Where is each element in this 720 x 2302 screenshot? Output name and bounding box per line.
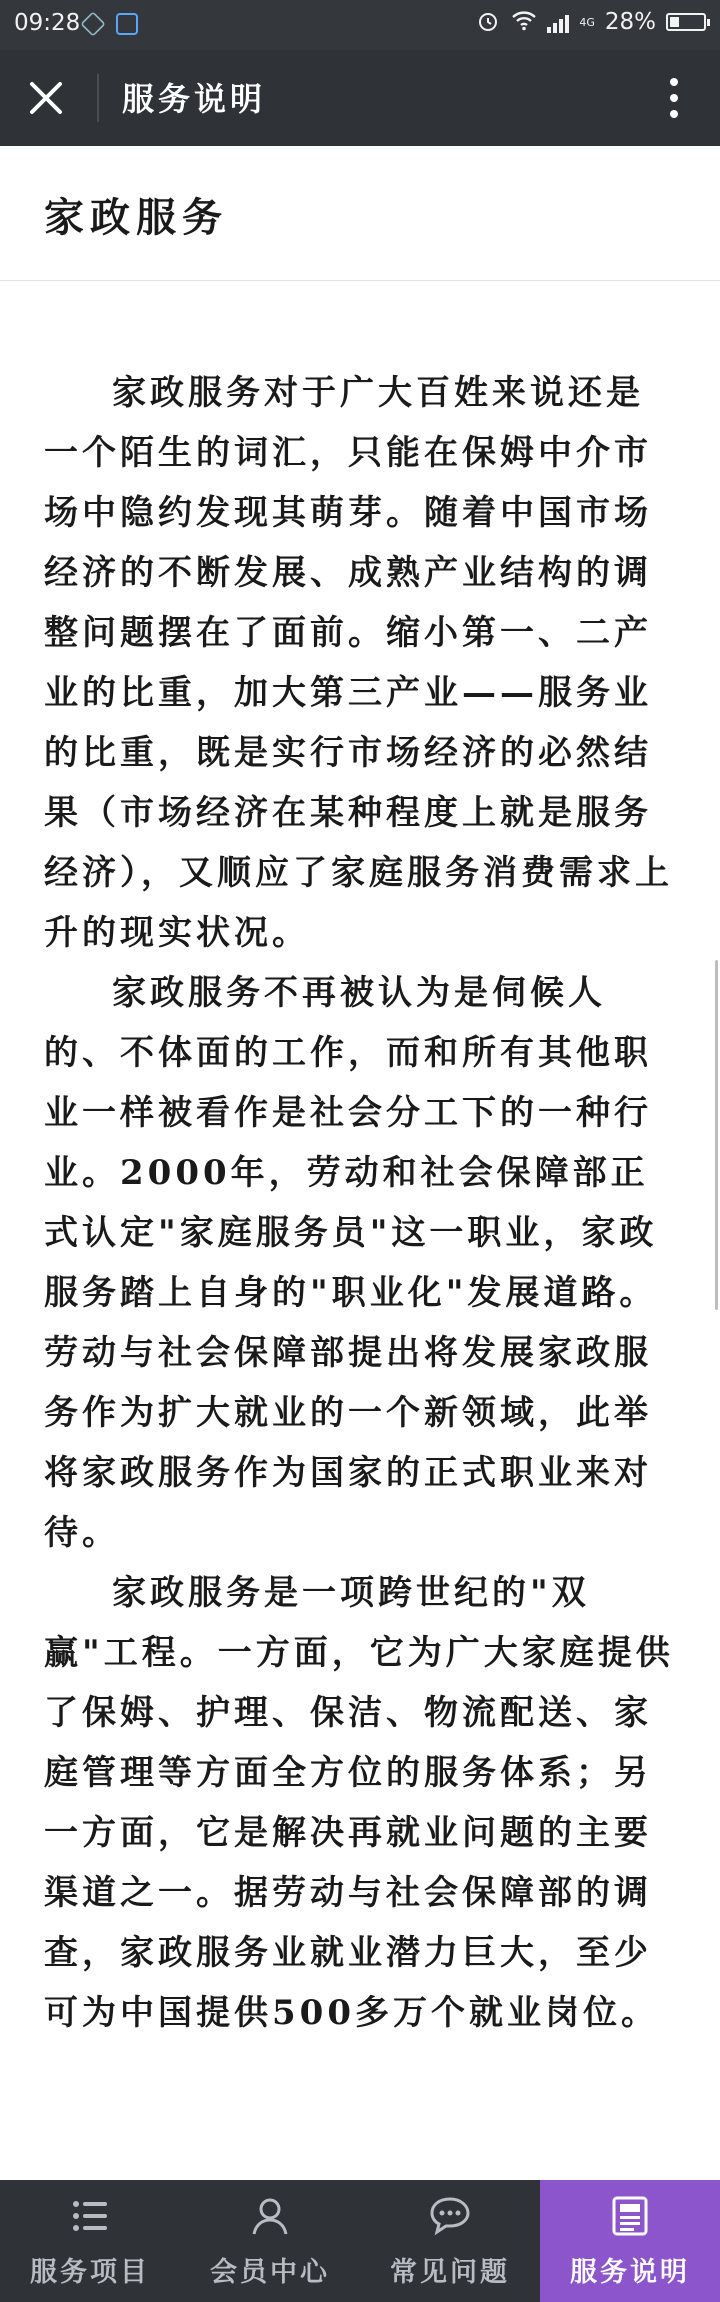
tab-label: 会员中心 bbox=[210, 2257, 330, 2288]
close-button[interactable] bbox=[22, 74, 70, 122]
more-options-button[interactable] bbox=[668, 74, 680, 122]
article-paragraph: 家政服务不再被认为是伺候人的、不体面的工作，而和所有其他职业一样被看作是社会分工下的一种行业。2000年，劳动和社会保障部正式认定"家庭服务员"这一职业，家政服务踏上自身的"职业化"发展道路。劳动与社会保障部提出将发展家政服务作为扩大就业的一个新领域，此举将家政服务作为国家的正式职业来对待。 bbox=[44, 973, 658, 1553]
nav-bar bbox=[0, 50, 720, 146]
document-icon bbox=[608, 2194, 652, 2238]
network-type: 4G bbox=[579, 15, 595, 29]
tab-member-center[interactable] bbox=[180, 2180, 360, 2302]
notification-app-icon bbox=[116, 13, 138, 35]
tab-bar bbox=[0, 2180, 720, 2302]
tab-service-description[interactable] bbox=[540, 2180, 720, 2302]
close-icon bbox=[22, 74, 70, 122]
page-title: 家政服务 bbox=[44, 194, 228, 241]
nav-title: 服务说明 bbox=[122, 80, 267, 118]
wifi-icon bbox=[511, 9, 537, 35]
article-paragraph: 家政服务对于广大百姓来说还是一个陌生的词汇，只能在保姆中介市场中隐约发现其萌芽。随着中国市场经济的不断发展、成熟产业结构的调整问题摆在了面前。缩小第一、二产业的比重，加大第三产业——服务业的比重，既是实行市场经济的必然结果（市场经济在某种程度上就是服务经济），又顺应了家庭服务消费需求上升的现实状况。 bbox=[44, 373, 673, 953]
battery-percent: 28% bbox=[604, 9, 656, 35]
more-vertical-icon bbox=[668, 78, 680, 118]
title-divider bbox=[0, 280, 720, 281]
tab-label: 服务项目 bbox=[30, 2257, 150, 2288]
article-body bbox=[44, 363, 680, 2043]
tab-service-items[interactable] bbox=[0, 2180, 180, 2302]
article-paragraph: 家政服务是一项跨世纪的"双赢"工程。一方面，它为广大家庭提供了保姆、护理、保洁、物流配送、家庭管理等方面全方位的服务体系；另一方面，它是解决再就业问题的主要渠道之一。据劳动与社会保障部的调查，家政服务业就业潜力巨大，至少可为中国提供500多万个就业岗位。 bbox=[44, 1573, 674, 2033]
tab-label: 常见问题 bbox=[390, 2257, 510, 2288]
tab-faq[interactable] bbox=[360, 2180, 540, 2302]
scrollbar[interactable] bbox=[715, 960, 718, 1310]
alarm-icon bbox=[475, 9, 501, 35]
status-time: 09:28 bbox=[14, 10, 81, 36]
nav-divider bbox=[97, 74, 99, 122]
status-icons bbox=[475, 9, 706, 35]
list-icon bbox=[68, 2194, 112, 2238]
tab-label: 服务说明 bbox=[570, 2257, 690, 2288]
notification-app-icon bbox=[80, 11, 106, 37]
signal-icon bbox=[547, 11, 569, 33]
user-icon bbox=[248, 2194, 292, 2238]
status-bar bbox=[0, 0, 720, 50]
chat-icon bbox=[428, 2194, 472, 2238]
battery-icon bbox=[666, 13, 706, 31]
